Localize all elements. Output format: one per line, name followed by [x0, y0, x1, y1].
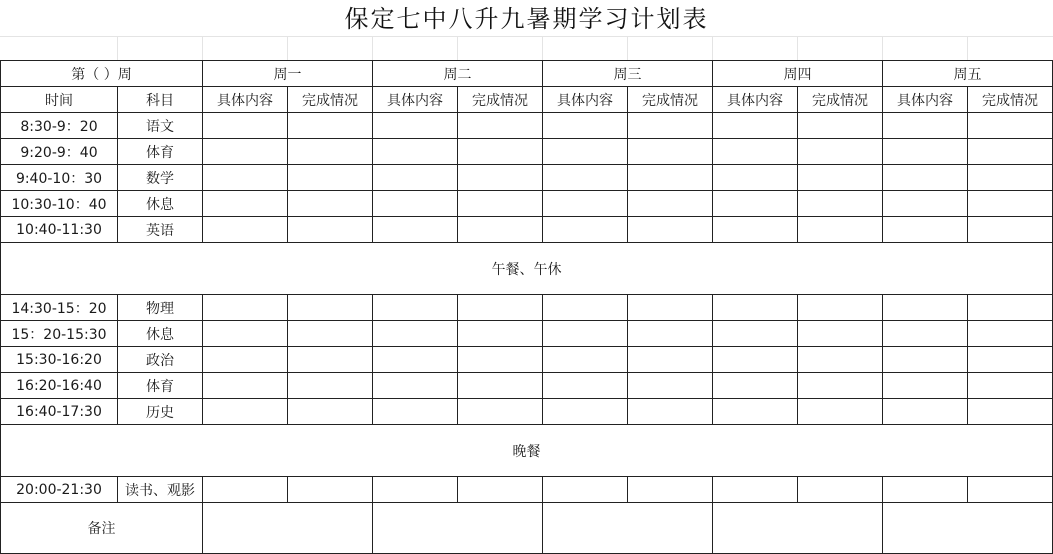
status-cell[interactable]	[458, 139, 543, 165]
schedule-row	[1, 191, 1053, 217]
content-cell[interactable]	[883, 295, 968, 321]
subject-cell[interactable]: 休息	[118, 191, 203, 217]
status-cell[interactable]	[628, 217, 713, 243]
content-cell[interactable]	[203, 165, 288, 191]
content-cell[interactable]	[373, 321, 458, 347]
status-cell[interactable]	[628, 139, 713, 165]
content-cell[interactable]	[883, 113, 968, 139]
subject-cell[interactable]: 政治	[118, 347, 203, 373]
time-cell[interactable]: 9:40-10：30	[1, 165, 118, 191]
status-cell[interactable]	[968, 373, 1053, 399]
empty-grid-row	[0, 36, 1053, 60]
content-cell[interactable]	[713, 217, 798, 243]
status-cell[interactable]	[458, 373, 543, 399]
content-column-header: 具体内容	[373, 87, 458, 113]
status-cell[interactable]	[968, 399, 1053, 425]
status-cell[interactable]	[798, 321, 883, 347]
content-column-header: 具体内容	[883, 87, 968, 113]
status-cell[interactable]	[628, 321, 713, 347]
content-cell[interactable]	[883, 321, 968, 347]
status-cell[interactable]	[288, 373, 373, 399]
notes-cell[interactable]	[543, 503, 713, 554]
status-cell[interactable]	[968, 165, 1053, 191]
status-cell[interactable]	[288, 191, 373, 217]
page-title: 保定七中八升九暑期学习计划表	[344, 5, 709, 33]
status-cell[interactable]	[968, 477, 1053, 503]
content-cell[interactable]	[203, 139, 288, 165]
status-cell[interactable]	[628, 295, 713, 321]
content-cell[interactable]	[203, 191, 288, 217]
content-cell[interactable]	[543, 217, 628, 243]
content-cell[interactable]	[203, 399, 288, 425]
content-cell[interactable]	[543, 139, 628, 165]
status-cell[interactable]	[288, 477, 373, 503]
status-column-header: 完成情况	[968, 87, 1053, 113]
content-cell[interactable]	[373, 217, 458, 243]
content-cell[interactable]	[713, 165, 798, 191]
schedule-row	[1, 165, 1053, 191]
notes-row	[1, 503, 1053, 554]
status-cell[interactable]	[458, 321, 543, 347]
time-cell[interactable]: 16:20-16:40	[1, 373, 118, 399]
status-cell[interactable]	[798, 217, 883, 243]
schedule-row	[1, 373, 1053, 399]
status-cell[interactable]	[798, 373, 883, 399]
status-cell[interactable]	[968, 113, 1053, 139]
schedule-row	[1, 295, 1053, 321]
status-cell[interactable]	[288, 165, 373, 191]
schedule-row	[1, 347, 1053, 373]
notes-cell[interactable]	[373, 503, 543, 554]
content-cell[interactable]	[373, 295, 458, 321]
dinner-break-row	[1, 425, 1053, 477]
subject-cell[interactable]: 英语	[118, 217, 203, 243]
status-cell[interactable]	[288, 139, 373, 165]
content-cell[interactable]	[203, 477, 288, 503]
notes-label[interactable]: 备注	[1, 503, 203, 554]
status-cell[interactable]	[288, 113, 373, 139]
status-cell[interactable]	[798, 139, 883, 165]
schedule-row	[1, 477, 1053, 503]
day-header: 周一	[203, 61, 373, 87]
day-header: 周三	[543, 61, 713, 87]
content-cell[interactable]	[883, 165, 968, 191]
content-cell[interactable]	[203, 113, 288, 139]
notes-cell[interactable]	[883, 503, 1053, 554]
subject-column-header: 科目	[118, 87, 203, 113]
content-cell[interactable]	[713, 477, 798, 503]
status-cell[interactable]	[458, 217, 543, 243]
content-cell[interactable]	[883, 191, 968, 217]
status-cell[interactable]	[458, 113, 543, 139]
content-column-header: 具体内容	[543, 87, 628, 113]
status-cell[interactable]	[458, 477, 543, 503]
notes-cell[interactable]	[203, 503, 373, 554]
status-cell[interactable]	[628, 165, 713, 191]
content-cell[interactable]	[373, 113, 458, 139]
status-cell[interactable]	[968, 139, 1053, 165]
content-cell[interactable]	[543, 477, 628, 503]
status-cell[interactable]	[798, 165, 883, 191]
content-cell[interactable]	[543, 113, 628, 139]
status-column-header: 完成情况	[798, 87, 883, 113]
content-cell[interactable]	[543, 347, 628, 373]
status-cell[interactable]	[628, 477, 713, 503]
content-cell[interactable]	[883, 477, 968, 503]
status-cell[interactable]	[458, 347, 543, 373]
status-cell[interactable]	[968, 217, 1053, 243]
schedule-row	[1, 321, 1053, 347]
subject-cell[interactable]: 读书、观影	[118, 477, 203, 503]
content-cell[interactable]	[373, 165, 458, 191]
subject-cell[interactable]: 物理	[118, 295, 203, 321]
content-cell[interactable]	[883, 347, 968, 373]
status-cell[interactable]	[288, 347, 373, 373]
status-cell[interactable]	[288, 321, 373, 347]
content-cell[interactable]	[373, 191, 458, 217]
content-cell[interactable]	[543, 295, 628, 321]
status-cell[interactable]	[458, 295, 543, 321]
status-cell[interactable]	[628, 347, 713, 373]
time-cell[interactable]: 15:30-16:20	[1, 347, 118, 373]
schedule-row	[1, 399, 1053, 425]
day-header: 周五	[883, 61, 1053, 87]
subject-cell[interactable]: 历史	[118, 399, 203, 425]
content-cell[interactable]	[373, 347, 458, 373]
status-cell[interactable]	[798, 399, 883, 425]
status-column-header: 完成情况	[628, 87, 713, 113]
content-cell[interactable]	[203, 321, 288, 347]
subject-cell[interactable]: 语文	[118, 113, 203, 139]
schedule-row	[1, 113, 1053, 139]
content-cell[interactable]	[203, 347, 288, 373]
content-cell[interactable]	[713, 399, 798, 425]
status-cell[interactable]	[968, 295, 1053, 321]
time-cell[interactable]: 9:20-9：40	[1, 139, 118, 165]
content-cell[interactable]	[543, 373, 628, 399]
status-column-header: 完成情况	[458, 87, 543, 113]
status-cell[interactable]	[628, 373, 713, 399]
content-cell[interactable]	[543, 399, 628, 425]
time-cell[interactable]: 10:30-10：40	[1, 191, 118, 217]
plan-table	[0, 60, 1053, 554]
status-cell[interactable]	[288, 295, 373, 321]
header-row-columns	[1, 87, 1053, 113]
time-cell[interactable]: 20:00-21:30	[1, 477, 118, 503]
status-cell[interactable]	[458, 191, 543, 217]
lunch-break-row	[1, 243, 1053, 295]
time-cell[interactable]: 16:40-17:30	[1, 399, 118, 425]
schedule-row	[1, 139, 1053, 165]
status-cell[interactable]	[628, 399, 713, 425]
content-cell[interactable]	[883, 373, 968, 399]
content-cell[interactable]	[883, 217, 968, 243]
content-cell[interactable]	[883, 139, 968, 165]
content-cell[interactable]	[713, 295, 798, 321]
content-column-header: 具体内容	[713, 87, 798, 113]
time-cell[interactable]: 15：20-15:30	[1, 321, 118, 347]
time-cell[interactable]: 10:40-11:30	[1, 217, 118, 243]
header-row-days	[1, 61, 1053, 87]
status-cell[interactable]	[458, 399, 543, 425]
lunch-break-label[interactable]: 午餐、午休	[1, 243, 1053, 295]
status-cell[interactable]	[288, 399, 373, 425]
schedule-row	[1, 217, 1053, 243]
status-cell[interactable]	[968, 347, 1053, 373]
content-cell[interactable]	[373, 373, 458, 399]
status-cell[interactable]	[798, 191, 883, 217]
content-cell[interactable]	[543, 321, 628, 347]
subject-cell[interactable]: 休息	[118, 321, 203, 347]
week-label[interactable]: 第（ ）周	[1, 61, 203, 87]
content-cell[interactable]	[203, 373, 288, 399]
content-cell[interactable]	[713, 321, 798, 347]
subject-cell[interactable]: 体育	[118, 139, 203, 165]
content-cell[interactable]	[713, 373, 798, 399]
status-column-header: 完成情况	[288, 87, 373, 113]
content-cell[interactable]	[543, 165, 628, 191]
content-cell[interactable]	[713, 191, 798, 217]
content-cell[interactable]	[713, 139, 798, 165]
status-cell[interactable]	[798, 477, 883, 503]
status-cell[interactable]	[458, 165, 543, 191]
dinner-break-label[interactable]: 晚餐	[1, 425, 1053, 477]
status-cell[interactable]	[798, 295, 883, 321]
status-cell[interactable]	[628, 191, 713, 217]
status-cell[interactable]	[798, 347, 883, 373]
time-cell[interactable]: 8:30-9：20	[1, 113, 118, 139]
content-cell[interactable]	[373, 399, 458, 425]
content-cell[interactable]	[883, 399, 968, 425]
time-cell[interactable]: 14:30-15：20	[1, 295, 118, 321]
status-cell[interactable]	[798, 113, 883, 139]
content-cell[interactable]	[203, 217, 288, 243]
content-cell[interactable]	[713, 113, 798, 139]
day-header: 周二	[373, 61, 543, 87]
status-cell[interactable]	[628, 113, 713, 139]
content-cell[interactable]	[713, 347, 798, 373]
content-cell[interactable]	[203, 295, 288, 321]
content-cell[interactable]	[543, 191, 628, 217]
time-column-header: 时间	[1, 87, 118, 113]
subject-cell[interactable]: 体育	[118, 373, 203, 399]
content-column-header: 具体内容	[203, 87, 288, 113]
status-cell[interactable]	[968, 321, 1053, 347]
subject-cell[interactable]: 数学	[118, 165, 203, 191]
content-cell[interactable]	[373, 477, 458, 503]
notes-cell[interactable]	[713, 503, 883, 554]
status-cell[interactable]	[968, 191, 1053, 217]
content-cell[interactable]	[373, 139, 458, 165]
day-header: 周四	[713, 61, 883, 87]
status-cell[interactable]	[288, 217, 373, 243]
